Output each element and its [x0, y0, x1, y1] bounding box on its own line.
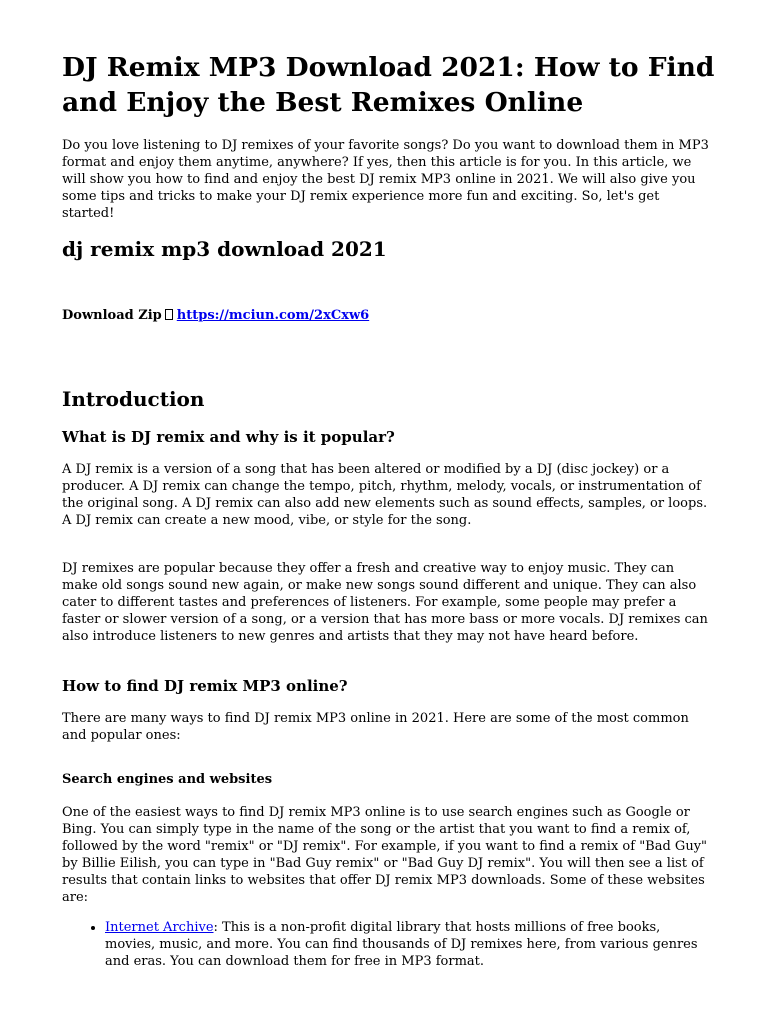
download-line — [62, 307, 369, 324]
introduction-heading: Introduction — [62, 387, 205, 411]
how-to-find-heading: How to find DJ remix MP3 online? — [62, 677, 348, 695]
list-item — [105, 919, 712, 970]
search-engines-heading: Search engines and websites — [62, 772, 273, 787]
keyword-heading: dj remix mp3 download 2021 — [62, 237, 387, 261]
websites-list — [62, 919, 712, 970]
what-paragraph-1: A DJ remix is a version of a song that has been altered or modified by a DJ (disc jockey) or a producer. A DJ remix can change the tempo, pitch, rhythm, melody, vocals, or instrumentation of the original song. A DJ remix can also add new elements such as sound effects, samples, or loops. A DJ remix can create a new mood, vibe, or style for the song. — [62, 462, 708, 528]
download-arrow-icon — [165, 309, 173, 320]
download-label: Download Zip — [62, 308, 162, 323]
what-paragraph-2: DJ remixes are popular because they offer a fresh and creative way to enjoy music. They can make old songs sound new again, or make new songs sound different and unique. They can also cater to different tastes and preferences of listeners. For example, some people may prefer a faster or slower version of a song, or a version that has more bass or more vocals. DJ remixes can also introduce listeners to new genres and artists that they may not have heard before. — [62, 561, 708, 644]
how-paragraph-2: One of the easiest ways to find DJ remix MP3 online is to use search engines such as Google or Bing. You can simply type in the name of the song or the artist that you want to find a remix of, followed by the word "remix" or "DJ remix". For example, if you want to find a remix of "Bad Guy" by Billie Eilish, you can type in "Bad Guy remix" or "Bad Guy DJ remix". You will then see a list of results that contain links to websites that offer DJ remix MP3 downloads. Some of these websites are: — [62, 805, 708, 905]
how-paragraph-1: There are many ways to find DJ remix MP3 online in 2021. Here are some of the most common and popular ones: — [62, 711, 689, 743]
what-is-dj-remix-heading: What is DJ remix and why is it popular? — [62, 428, 395, 446]
internet-archive-link[interactable]: Internet Archive — [105, 920, 214, 935]
intro-paragraph: Do you love listening to DJ remixes of your favorite songs? Do you want to download them in MP3 format and enjoy them anytime, anywhere? If yes, then this article is for you. In this article, we will show you how to find and enjoy the best DJ remix MP3 online in 2021. We will also give you some tips and tricks to make your DJ remix experience more fun and exciting. So, let's get started! — [62, 138, 709, 221]
page-title: DJ Remix MP3 Download 2021: How to Find and Enjoy the Best Remixes Online — [62, 52, 715, 118]
list-item-text: : This is a non-profit digital library that hosts millions of free books, movies, music, and more. You can find thousands of DJ remixes here, from various genres and eras. You can download them for free in MP3 format. — [105, 920, 698, 969]
download-link[interactable]: https://mciun.com/2xCxw6 — [176, 308, 370, 323]
